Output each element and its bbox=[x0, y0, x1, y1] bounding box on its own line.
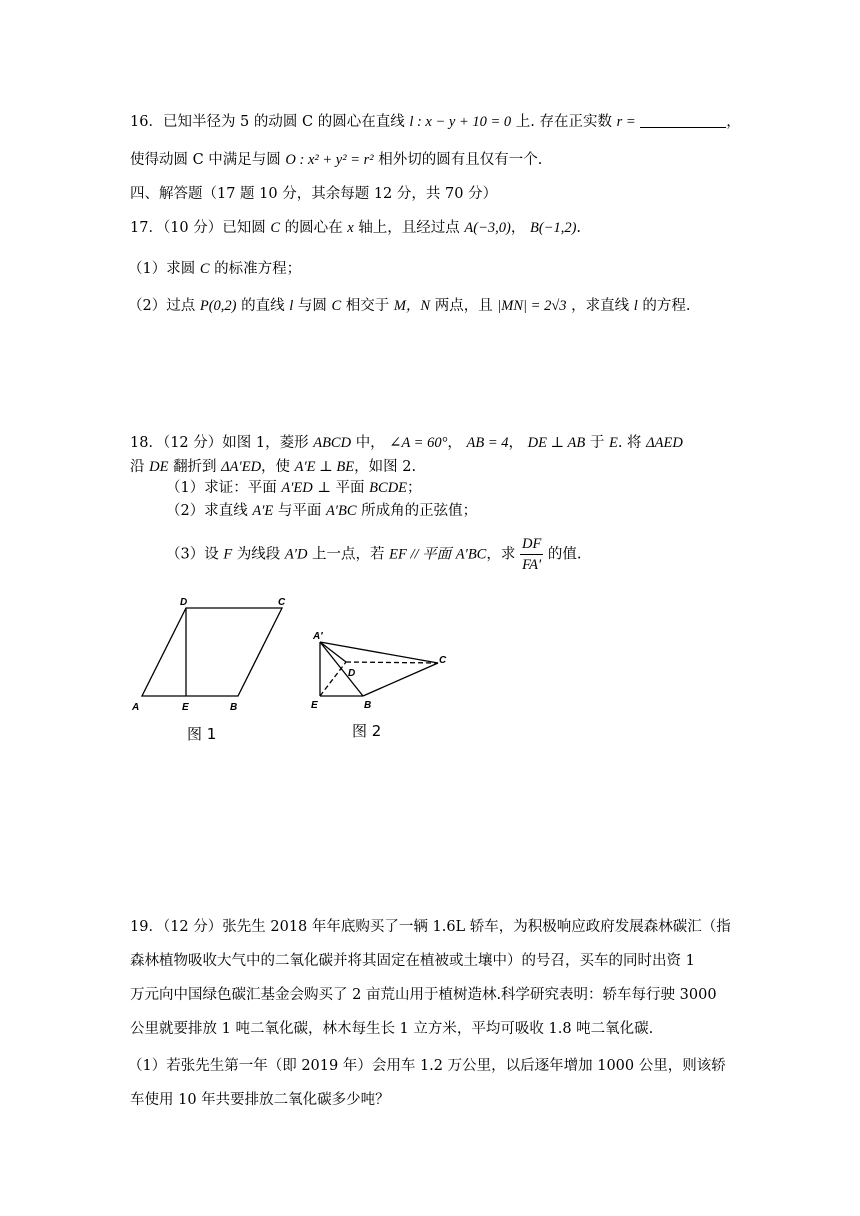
figure-1-rhombus bbox=[128, 594, 298, 714]
q19-line-1: 19．（12 分）张先生 2018 年年底购买了一辆 1.6L 轿车，为积极响应政府发展森林碳汇（指 bbox=[130, 919, 731, 935]
figure-1-caption: 图 1 bbox=[187, 725, 217, 743]
q19-line-2: 森林植物吸收大气中的二氧化碳并将其固定在植被或土壤中）的号召，买车的同时出资 1 bbox=[130, 953, 695, 969]
q17-part-1: （1）求圆 C 的标准方程； bbox=[128, 261, 302, 277]
q17-line-1: 17．（10 分）已知圆 C 的圆心在 x 轴上，且经过点 A(−3,0)， B(−1,2). bbox=[130, 220, 582, 236]
q16-line-1: 16．已知半径为 5 的动圆 C 的圆心在直线 l : x − y + 10 = 0 上. 存在正实数 r = ， bbox=[130, 114, 741, 130]
q18-part-1: （1）求证：平面 A′ED ⊥ 平面 BCDE； bbox=[166, 480, 422, 496]
q18-part-2: （2）求直线 A′E 与平面 A′BC 所成角的正弦值； bbox=[166, 503, 478, 519]
fig1-label-d: D bbox=[180, 597, 188, 608]
line-equation: l : x − y + 10 = 0 bbox=[409, 114, 512, 130]
answer-blank[interactable] bbox=[640, 113, 726, 128]
q17-part-2: （2）过点 P(0,2) 的直线 l 与圆 C 相交于 M，N 两点，且 |MN| = 2√3 ，求直线 l 的方程. bbox=[128, 298, 691, 314]
fig1-label-b: B bbox=[230, 702, 238, 713]
fig1-label-e: E bbox=[182, 702, 189, 713]
q18-line-1: 18．（12 分）如图 1，菱形 ABCD 中， ∠A = 60°， AB = 4， DE ⊥ AB 于 E. 将 ΔAED bbox=[130, 435, 683, 451]
fig2-label-a: A′ bbox=[313, 631, 323, 642]
fig2-label-e: E bbox=[311, 700, 318, 711]
q18-part-3: （3）设 F 为线段 A′D 上一点，若 EF // 平面 A′BC，求 $\frac{DF}{FA'}$ 的值. bbox=[166, 536, 582, 573]
fig1-label-c: C bbox=[278, 597, 286, 608]
q19-line-4: 公里就要排放 1 吨二氧化碳，林木每生长 1 立方米，平均可吸收 1.8 吨二氧化碳. bbox=[130, 1021, 654, 1037]
section-heading: 四、解答题（17 题 10 分，其余每题 12 分，共 70 分） bbox=[130, 186, 498, 202]
figure-2-solid bbox=[308, 628, 458, 718]
q16-line-2: 使得动圆 C 中满足与圆 O : x² + y² = r² 相外切的圆有且仅有一个. bbox=[130, 152, 543, 168]
fig2-label-b: B bbox=[364, 700, 372, 711]
q19-line-3: 万元向中国绿色碳汇基金会购买了 2 亩荒山用于植树造林.科学研究表明：轿车每行驶 3000 bbox=[130, 987, 717, 1003]
fig2-label-d: D bbox=[348, 668, 356, 679]
figure-2-caption: 图 2 bbox=[352, 722, 382, 740]
fig1-label-a: A bbox=[132, 702, 140, 713]
circle-equation: O : x² + y² = r² bbox=[285, 152, 374, 168]
fraction-df-fa: $\frac{DF}{FA'}$ bbox=[521, 536, 542, 573]
q18-line-2: 沿 DE 翻折到 ΔA′ED，使 A′E ⊥ BE，如图 2. bbox=[130, 459, 417, 475]
q19-part-1-cont: 车使用 10 年共要排放二氧化碳多少吨？ bbox=[130, 1092, 390, 1108]
q19-part-1: （1）若张先生第一年（即 2019 年）会用车 1.2 万公里，以后逐年增加 1000 公里，则该轿 bbox=[128, 1058, 726, 1074]
fig2-label-c: C bbox=[439, 655, 447, 666]
